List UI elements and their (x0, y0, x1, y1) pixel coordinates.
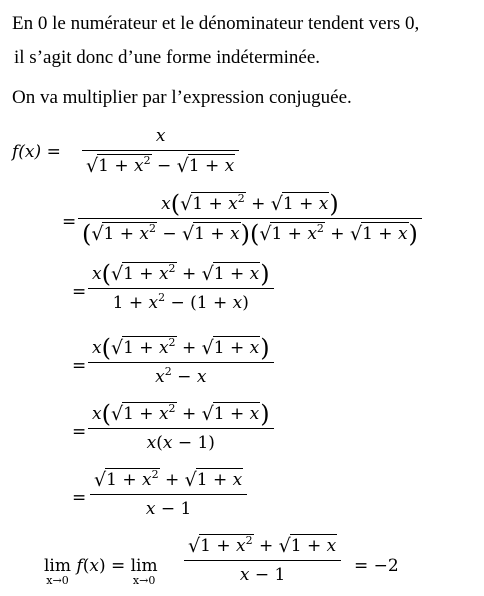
limit-numerator: $√1 + x^2 + √1 + x$ (188, 534, 337, 557)
limit-operator-left: lim x→0 (44, 556, 71, 587)
limit-result: = −2 (354, 556, 399, 576)
step-1-fraction (82, 125, 239, 177)
step-3-numerator: $x(√1 + x^2 + √1 + x)$ (92, 260, 270, 288)
step-1-numerator: x (155, 126, 166, 146)
limit-operator-right: lim x→0 (130, 556, 158, 587)
limit-fraction (184, 534, 341, 586)
step-6-eq: = (72, 488, 87, 508)
step-2-eq: = (62, 212, 77, 232)
step-6-numerator: $√1 + x^2 + √1 + x$ (94, 468, 243, 491)
step-1-denominator: $√1 + x^2 - √1 + x$ (86, 154, 235, 177)
paragraph-line-3: On va multiplier par l’expression conjuguée. (12, 87, 352, 108)
step-1-lhs: f(x) = (12, 142, 61, 162)
step-6-fraction (90, 468, 247, 520)
step-5-fraction (88, 402, 274, 454)
paragraph-line-2: il s’agit donc d’une forme indéterminée. (14, 47, 321, 68)
step-4-fraction (88, 336, 274, 388)
step-5-denominator: x(x − 1) (146, 433, 215, 453)
step-2-numerator: $x(√1 + x^2 + √1 + x)$ (161, 190, 339, 218)
step-3-denominator: $1 + x^2 - (1 + x)$ (112, 291, 249, 313)
step-2-fraction (78, 190, 422, 248)
step-3-eq: = (72, 282, 87, 302)
step-5-numerator: $x(√1 + x^2 + √1 + x)$ (92, 400, 270, 428)
step-4-numerator: $x(√1 + x^2 + √1 + x)$ (92, 334, 270, 362)
step-2-denominator: $(√1 + x^2 - √1 + x)(√1 + x^2 + √1 + x)$ (82, 220, 418, 248)
step-6-denominator: x − 1 (145, 499, 192, 519)
paragraph-line-1: En 0 le numérateur et le dénominateur tendent vers 0, (12, 13, 420, 34)
step-5-eq: = (72, 422, 87, 442)
step-3-fraction (88, 262, 274, 314)
limit-denominator: x − 1 (239, 565, 286, 585)
step-4-eq: = (72, 356, 87, 376)
step-4-denominator: $x^2 - x$ (155, 365, 207, 387)
limit-lhs: lim x→0 f(x) = lim x→0 (44, 556, 158, 587)
